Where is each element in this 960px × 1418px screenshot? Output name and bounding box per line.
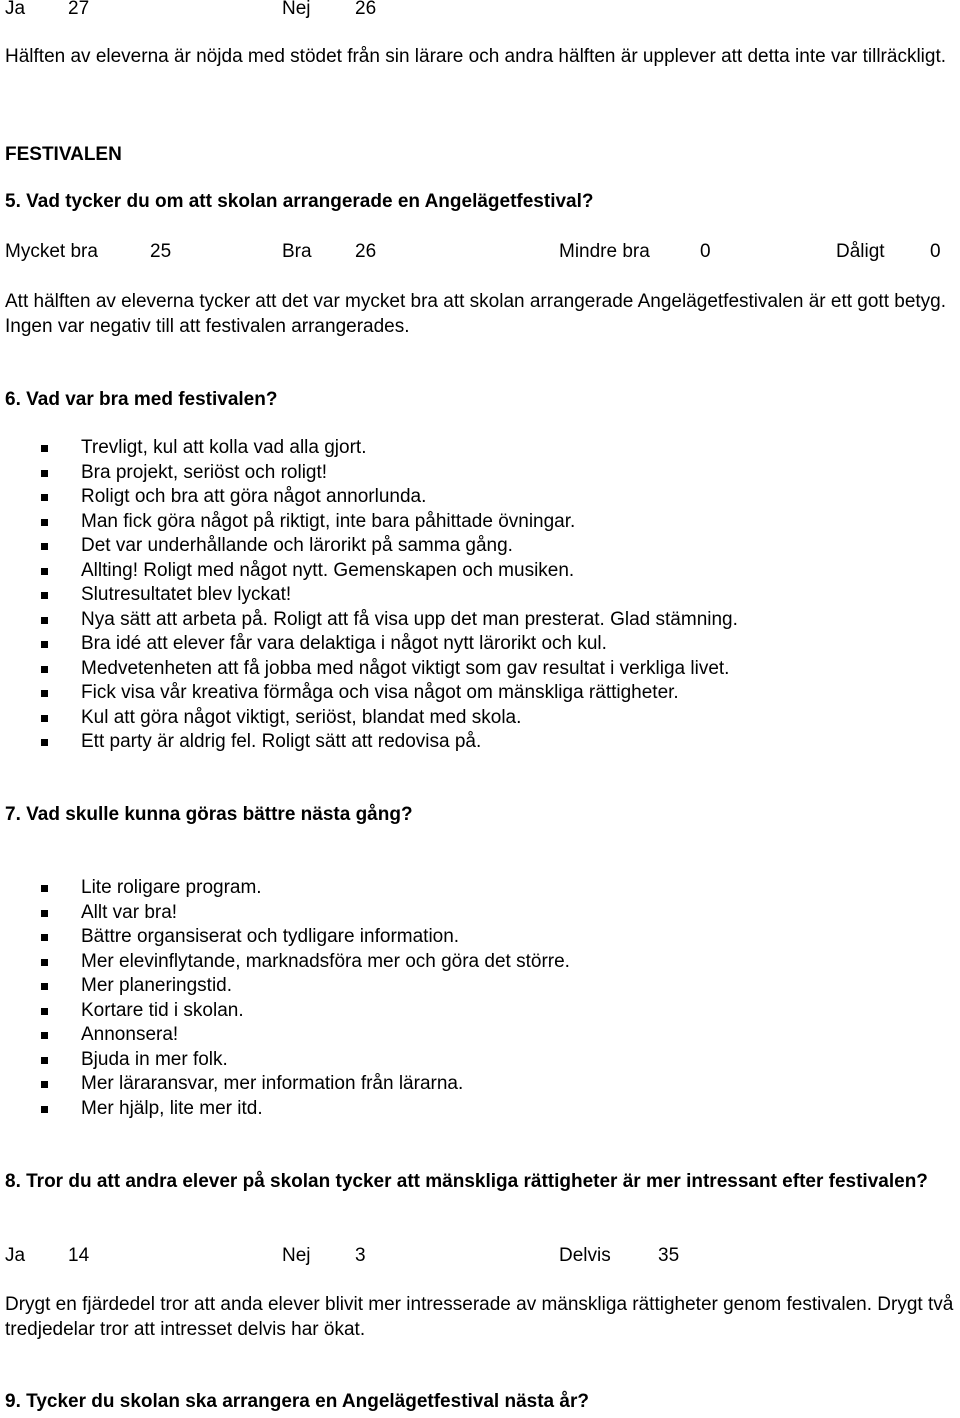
bullet-icon xyxy=(41,690,48,697)
list-item: Mer planeringstid. xyxy=(0,974,570,999)
list-item: Slutresultatet blev lyckat! xyxy=(0,583,738,608)
bullet-icon xyxy=(41,641,48,648)
answer-label: Mycket bra xyxy=(5,241,98,262)
list-item: Man fick göra något på riktigt, inte bara påhittade övningar. xyxy=(0,510,738,535)
bullet-icon xyxy=(41,715,48,722)
q4-comment: Hälften av eleverna är nöjda med stödet från sin lärare och andra hälften är upplever att detta inte var tillräckligt. xyxy=(5,46,947,67)
question-9: 9. Tycker du skolan ska arrangera en Angelägetfestival nästa år? xyxy=(5,1391,589,1412)
bullet-icon xyxy=(41,470,48,477)
bullet-icon xyxy=(41,934,48,941)
bullet-icon xyxy=(41,568,48,575)
list-item: Nya sätt att arbeta på. Roligt att få visa upp det man presterat. Glad stämning. xyxy=(0,608,738,633)
bullet-icon xyxy=(41,983,48,990)
answer-value: 25 xyxy=(150,241,172,262)
list-item: Bra projekt, seriöst och roligt! xyxy=(0,461,738,486)
list-item: Medvetenheten att få jobba med något viktigt som gav resultat i verkliga livet. xyxy=(0,657,738,682)
answer-label: Ja xyxy=(5,1245,26,1266)
answer-value: 0 xyxy=(700,241,711,262)
answer-label: Nej xyxy=(282,1245,311,1266)
bullet-icon xyxy=(41,1032,48,1039)
list-item: Fick visa vår kreativa förmåga och visa något om mänskliga rättigheter. xyxy=(0,681,738,706)
bullet-icon xyxy=(41,617,48,624)
list-item: Ett party är aldrig fel. Roligt sätt att redovisa på. xyxy=(0,730,738,755)
list-item: Allting! Roligt med något nytt. Gemenskapen och musiken. xyxy=(0,559,738,584)
answer-label: Dåligt xyxy=(836,241,885,262)
list-item: Bjuda in mer folk. xyxy=(0,1048,570,1073)
list-item: Bättre organsiserat och tydligare information. xyxy=(0,925,570,950)
section-title: FESTIVALEN xyxy=(5,144,122,165)
list-item: Kul att göra något viktigt, seriöst, blandat med skola. xyxy=(0,706,738,731)
answer-label: Delvis xyxy=(559,1245,611,1266)
answer-value: 0 xyxy=(930,241,941,262)
bullet-icon xyxy=(41,959,48,966)
q8-comment: Drygt en fjärdedel tror att anda elever blivit mer intresserade av mänskliga rättigheter genom festivalen. Drygt två tredjedelar tror att intresset delvis har ökat. xyxy=(5,1294,954,1340)
answer-label-nej: Nej xyxy=(282,0,311,19)
bullet-icon xyxy=(41,519,48,526)
question-7: 7. Vad skulle kunna göras bättre nästa gång? xyxy=(5,804,413,825)
list-item: Lite roligare program. xyxy=(0,876,570,901)
list-item: Roligt och bra att göra något annorlunda. xyxy=(0,485,738,510)
list-item: Mer hjälp, lite mer itd. xyxy=(0,1097,570,1122)
bullet-icon xyxy=(41,494,48,501)
answer-value: 14 xyxy=(68,1245,90,1266)
bullet-icon xyxy=(41,1081,48,1088)
bullet-icon xyxy=(41,543,48,550)
list-item: Kortare tid i skolan. xyxy=(0,999,570,1024)
bullet-icon xyxy=(41,1008,48,1015)
bullet-icon xyxy=(41,1106,48,1113)
bullet-icon xyxy=(41,592,48,599)
list-item: Annonsera! xyxy=(0,1023,570,1048)
answer-value: 35 xyxy=(658,1245,680,1266)
q6-list xyxy=(0,436,738,755)
bullet-icon xyxy=(41,445,48,452)
list-item: Trevligt, kul att kolla vad alla gjort. xyxy=(0,436,738,461)
list-item: Allt var bra! xyxy=(0,901,570,926)
answer-label: Mindre bra xyxy=(559,241,650,262)
question-6: 6. Vad var bra med festivalen? xyxy=(5,389,278,410)
q7-list xyxy=(0,876,570,1121)
bullet-icon xyxy=(41,910,48,917)
answer-label-ja: Ja xyxy=(5,0,26,19)
list-item: Bra idé att elever får vara delaktiga i något nytt lärorikt och kul. xyxy=(0,632,738,657)
question-5: 5. Vad tycker du om att skolan arrangerade en Angelägetfestival? xyxy=(5,191,594,212)
answer-value-ja: 27 xyxy=(68,0,90,19)
question-8: 8. Tror du att andra elever på skolan tycker att mänskliga rättigheter är mer intressant efter festivalen? xyxy=(5,1171,928,1192)
bullet-icon xyxy=(41,739,48,746)
answer-value: 3 xyxy=(355,1245,366,1266)
bullet-icon xyxy=(41,666,48,673)
answer-value-nej: 26 xyxy=(355,0,377,19)
q5-comment: Att hälften av eleverna tycker att det var mycket bra att skolan arrangerade Angelägetfestivalen är ett gott betyg. Ingen var negativ till att festivalen arrangerades. xyxy=(5,291,947,337)
bullet-icon xyxy=(41,885,48,892)
list-item: Mer elevinflytande, marknadsföra mer och göra det större. xyxy=(0,950,570,975)
answer-value: 26 xyxy=(355,241,377,262)
list-item: Mer läraransvar, mer information från lärarna. xyxy=(0,1072,570,1097)
list-item: Det var underhållande och lärorikt på samma gång. xyxy=(0,534,738,559)
bullet-icon xyxy=(41,1057,48,1064)
answer-label: Bra xyxy=(282,241,312,262)
